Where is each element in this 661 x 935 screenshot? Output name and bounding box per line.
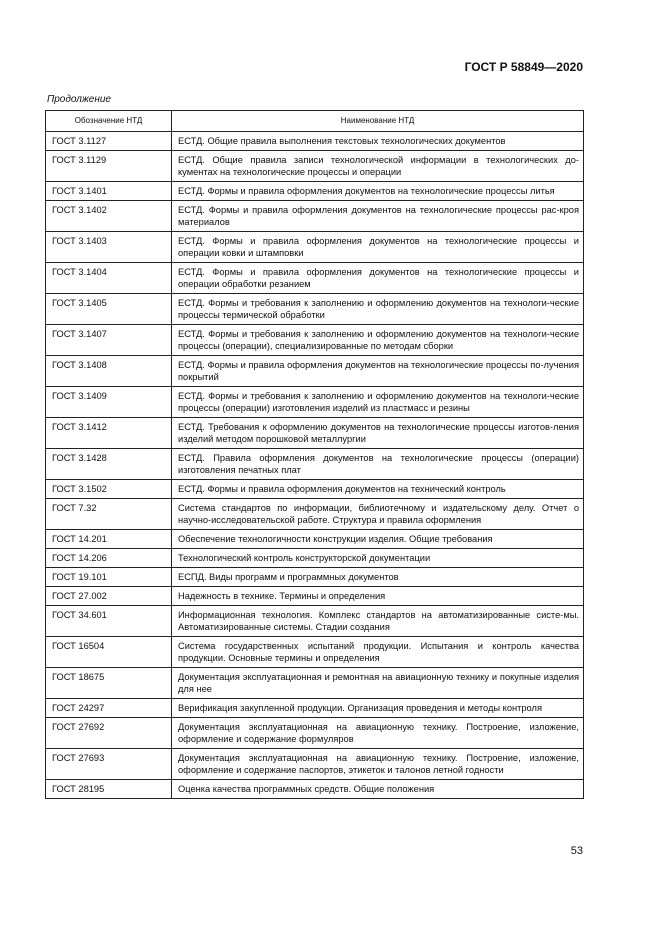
ntd-code-cell: ГОСТ 24297 xyxy=(46,699,172,718)
ntd-name-cell: Система государственных испытаний продукции. Испытания и контроль качества продукции. Основные термины и определения xyxy=(172,637,584,668)
table-row xyxy=(46,263,584,294)
table-row xyxy=(46,499,584,530)
ntd-code-cell: ГОСТ 27692 xyxy=(46,718,172,749)
ntd-code-cell: ГОСТ 34.601 xyxy=(46,606,172,637)
standard-code-header: ГОСТ Р 58849—2020 xyxy=(464,60,583,74)
ntd-code-cell: ГОСТ 3.1401 xyxy=(46,182,172,201)
ntd-name-cell: ЕСТД. Правила оформления документов на технологические процессы (операции) изготовления печатных плат xyxy=(172,449,584,480)
ntd-name-cell: ЕСТД. Формы и правила оформления документов на технологические процессы рас-кроя материалов xyxy=(172,201,584,232)
ntd-table xyxy=(45,110,584,799)
table-row xyxy=(46,418,584,449)
table-row xyxy=(46,587,584,606)
ntd-code-cell: ГОСТ 14.206 xyxy=(46,549,172,568)
ntd-code-cell: ГОСТ 3.1127 xyxy=(46,132,172,151)
ntd-code-cell: ГОСТ 3.1404 xyxy=(46,263,172,294)
ntd-name-cell: ЕСТД. Требования к оформлению документов на технологические процессы изготов-ления изделий методом порошковой металлургии xyxy=(172,418,584,449)
ntd-name-cell: ЕСТД. Формы и правила оформления документов на технологические процессы и операции ковки и штамповки xyxy=(172,232,584,263)
table-row xyxy=(46,151,584,182)
table-row xyxy=(46,201,584,232)
ntd-name-cell: Система стандартов по информации, библиотечному и издательскому делу. Отчет о научно-исследовательской работе. Структура и правила оформления xyxy=(172,499,584,530)
ntd-code-cell: ГОСТ 28195 xyxy=(46,780,172,799)
ntd-code-cell: ГОСТ 3.1428 xyxy=(46,449,172,480)
table-row xyxy=(46,449,584,480)
ntd-name-cell: ЕСТД. Формы и правила оформления документов на технологические процессы по-лучения покрытий xyxy=(172,356,584,387)
ntd-code-cell: ГОСТ 3.1405 xyxy=(46,294,172,325)
table-row xyxy=(46,356,584,387)
ntd-code-cell: ГОСТ 3.1409 xyxy=(46,387,172,418)
ntd-name-cell: Технологический контроль конструкторской документации xyxy=(172,549,584,568)
table-row xyxy=(46,132,584,151)
ntd-name-cell: ЕСТД. Формы и требования к заполнению и оформлению документов на технологи-ческие процессы (операции) изготовления изделий из пластмасс и резины xyxy=(172,387,584,418)
table-header-row xyxy=(46,111,584,132)
ntd-name-cell: ЕСТД. Формы и требования к заполнению и оформлению документов на технологи-ческие процессы термической обработки xyxy=(172,294,584,325)
table-row xyxy=(46,699,584,718)
ntd-name-cell: ЕСТД. Формы и правила оформления документов на технический контроль xyxy=(172,480,584,499)
ntd-code-cell: ГОСТ 27693 xyxy=(46,749,172,780)
table-row xyxy=(46,718,584,749)
ntd-code-cell: ГОСТ 7.32 xyxy=(46,499,172,530)
ntd-name-cell: Надежность в технике. Термины и определения xyxy=(172,587,584,606)
table-row xyxy=(46,549,584,568)
ntd-code-cell: ГОСТ 16504 xyxy=(46,637,172,668)
ntd-code-cell: ГОСТ 3.1129 xyxy=(46,151,172,182)
ntd-name-cell: ЕСТД. Формы и требования к заполнению и оформлению документов на технологи-ческие процессы (операции), специализированные по методам сборки xyxy=(172,325,584,356)
ntd-code-cell: ГОСТ 3.1403 xyxy=(46,232,172,263)
ntd-name-cell: ЕСТД. Общие правила выполнения текстовых технологических документов xyxy=(172,132,584,151)
table-row xyxy=(46,568,584,587)
table-row xyxy=(46,480,584,499)
ntd-name-cell: Информационная технология. Комплекс стандартов на автоматизированные систе-мы. Автоматизированные системы. Стадии создания xyxy=(172,606,584,637)
page-number: 53 xyxy=(570,845,583,857)
ntd-name-cell: Обеспечение технологичности конструкции изделия. Общие требования xyxy=(172,530,584,549)
table-row xyxy=(46,232,584,263)
table-row xyxy=(46,387,584,418)
table-row xyxy=(46,606,584,637)
ntd-code-cell: ГОСТ 3.1407 xyxy=(46,325,172,356)
ntd-name-cell: Документация эксплуатационная на авиационную технику. Построение, изложение, оформление и содержание формуляров xyxy=(172,718,584,749)
ntd-code-cell: ГОСТ 3.1412 xyxy=(46,418,172,449)
ntd-name-cell: ЕСТД. Формы и правила оформления документов на технологические процессы литья xyxy=(172,182,584,201)
ntd-name-cell: ЕСТД. Формы и правила оформления документов на технологические процессы и операции обработки резанием xyxy=(172,263,584,294)
table-row xyxy=(46,637,584,668)
ntd-name-cell: Оценка качества программных средств. Общие положения xyxy=(172,780,584,799)
ntd-code-cell: ГОСТ 19.101 xyxy=(46,568,172,587)
ntd-code-cell: ГОСТ 14.201 xyxy=(46,530,172,549)
table-row xyxy=(46,668,584,699)
continuation-label: Продолжение xyxy=(47,94,111,105)
ntd-code-cell: ГОСТ 3.1402 xyxy=(46,201,172,232)
table-row xyxy=(46,182,584,201)
ntd-name-cell: Документация эксплуатационная на авиационную технику. Построение, изложение, оформление и содержание паспортов, этикеток и талонов летной годности xyxy=(172,749,584,780)
column-header-name: Наименование НТД xyxy=(172,111,584,132)
table-row xyxy=(46,780,584,799)
table-body xyxy=(46,132,584,799)
table-row xyxy=(46,325,584,356)
table-row xyxy=(46,294,584,325)
ntd-name-cell: ЕСТД. Общие правила записи технологической информации в технологических до-кументах на технологические процессы и операции xyxy=(172,151,584,182)
column-header-code: Обозначение НТД xyxy=(46,111,172,132)
ntd-code-cell: ГОСТ 27.002 xyxy=(46,587,172,606)
table-row xyxy=(46,530,584,549)
ntd-name-cell: Верификация закупленной продукции. Организация проведения и методы контроля xyxy=(172,699,584,718)
ntd-code-cell: ГОСТ 3.1408 xyxy=(46,356,172,387)
ntd-code-cell: ГОСТ 3.1502 xyxy=(46,480,172,499)
ntd-name-cell: Документация эксплуатационная и ремонтная на авиационную технику и покупные изделия для нее xyxy=(172,668,584,699)
table-row xyxy=(46,749,584,780)
ntd-code-cell: ГОСТ 18675 xyxy=(46,668,172,699)
ntd-name-cell: ЕСПД. Виды программ и программных документов xyxy=(172,568,584,587)
